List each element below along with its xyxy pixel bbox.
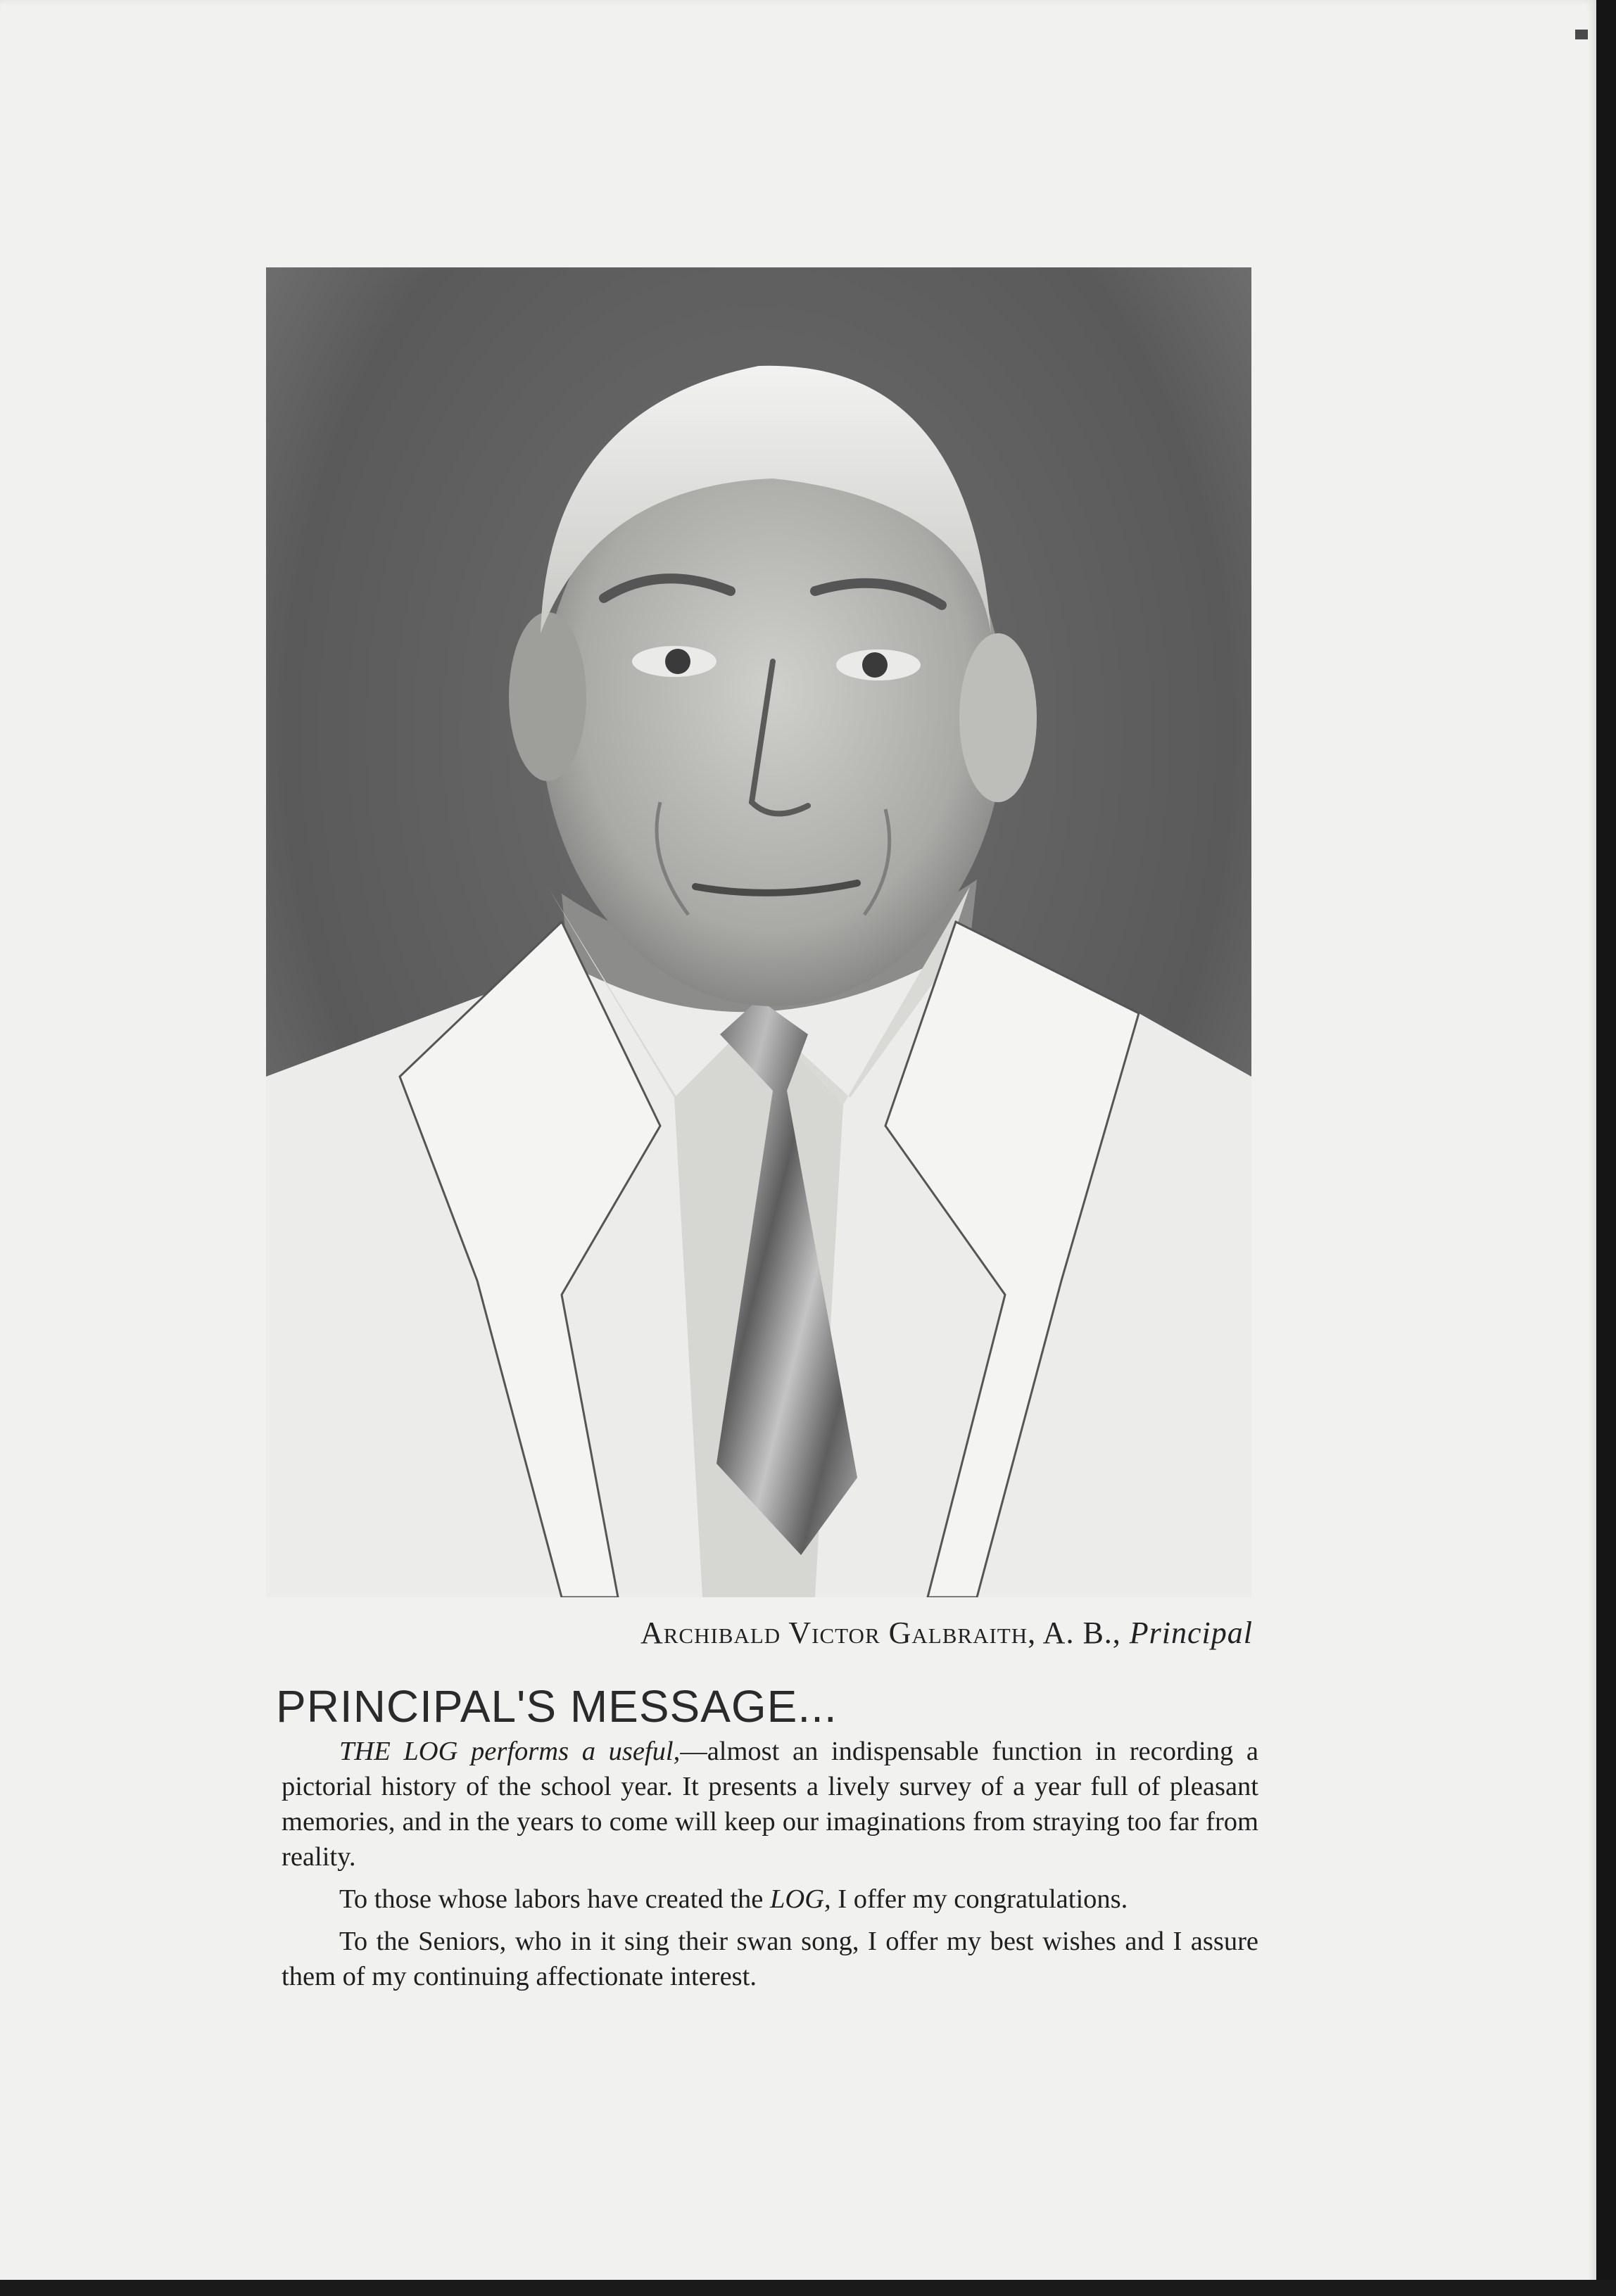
- message-paragraph-1: [282, 1734, 1258, 1875]
- message-paragraph-2: [282, 1882, 1258, 1917]
- principal-name: Archibald Victor Galbraith, A. B.,: [640, 1616, 1121, 1650]
- principal-title: Principal: [1129, 1616, 1253, 1650]
- message-paragraph-3: To the Seniors, who in it sing their swan song, I offer my best wishes and I assure them of my continuing affectionate interest.: [282, 1927, 1258, 1991]
- message-log-title: LOG,: [770, 1884, 831, 1914]
- scan-corner-mark: [1575, 30, 1588, 39]
- message-lead: THE LOG performs a useful,: [339, 1737, 681, 1766]
- page-edge: [1596, 0, 1616, 2296]
- portrait-caption: [493, 1615, 1253, 1651]
- principal-message: [282, 1734, 1258, 2001]
- message-text-2a: To those whose labors have created the: [339, 1884, 771, 1914]
- portrait-drawing: [266, 267, 1251, 1597]
- page-title: PRINCIPAL'S MESSAGE...: [276, 1681, 838, 1732]
- message-text-2b: I offer my congratulations.: [831, 1884, 1128, 1914]
- bottom-edge: [0, 2280, 1616, 2296]
- message-text-1: —almost an indispensable function in recording a pictorial history of the school year. It presents a lively survey of a year full of pleasant memories, and in the years to come will keep our imaginations from straying too far from reality.: [282, 1737, 1258, 1872]
- principal-portrait: [266, 267, 1251, 1597]
